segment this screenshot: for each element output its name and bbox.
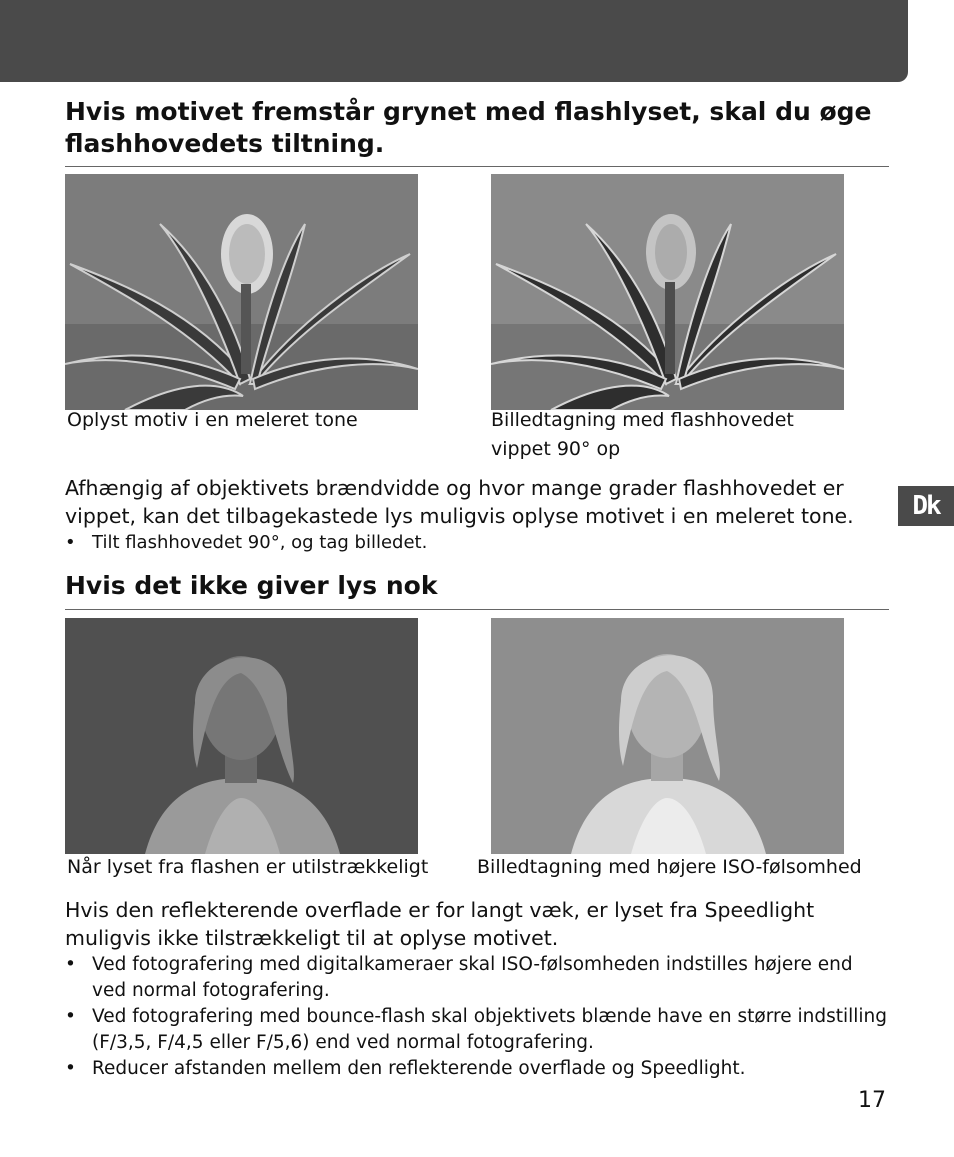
list-item [65,530,889,556]
body-paragraph: Afhængig af objektivets brændvidde og hvor mange grader flashhovedet er vippet, kan det tilbagekastede lys muligvis oplyse motivet i en meleret tone. [65,476,854,528]
list-item-text: Ved fotografering med digitalkameraer skal ISO-følsomheden indstilles højere end ved normal fotografering. [92,954,853,1001]
photo-caption: Billedtagning med højere ISO-følsomhed [477,856,862,878]
list-item [65,1056,889,1082]
body-paragraph: Hvis den reflekterende overflade er for langt væk, er lyset fra Speedlight muligvis ikke tilstrækkeligt til at oplyse motivet. [65,898,815,950]
list-item-text: Reducer afstanden mellem den reflekterende overflade og Speedlight. [92,1058,746,1079]
bullet-marker: • [65,1058,76,1079]
list-item-text: Ved fotografering med bounce-flash skal objektivets blænde have en større indstilling (F/3,5, F/4,5 eller F/5,6) end ved normal fotografering. [92,1006,888,1053]
language-tab: Dk [898,486,954,526]
section-heading-grainy: Hvis motivet fremstår grynet med flashlyset, skal du øge flashhovedets tiltning. [65,97,872,158]
photo-caption: Oplyst motiv i en meleret tone [67,409,358,431]
bullet-marker: • [65,532,76,553]
bullet-marker: • [65,1006,76,1027]
list-item [65,952,889,1004]
photo-portrait-higher-iso [491,618,844,854]
photo-caption: Billedtagning med flashhovedet vippet 90° op [491,409,794,460]
bullet-marker: • [65,954,76,975]
photo-caption: Når lyset fra flashen er utilstrækkeligt [67,856,429,878]
heading-divider [65,166,889,167]
bullet-list [65,530,889,556]
list-item [65,1004,889,1056]
page-number: 17 [858,1088,886,1113]
photo-plant-bounce [491,174,844,410]
photo-portrait-underexposed [65,618,418,854]
bullet-list [65,952,889,1082]
header-bar [0,0,908,82]
heading-divider [65,609,889,610]
list-item-text: Tilt flashhovedet 90°, og tag billedet. [92,532,428,553]
section-heading-not-enough-light: Hvis det ikke giver lys nok [65,571,438,600]
photo-plant-mottled [65,174,418,410]
